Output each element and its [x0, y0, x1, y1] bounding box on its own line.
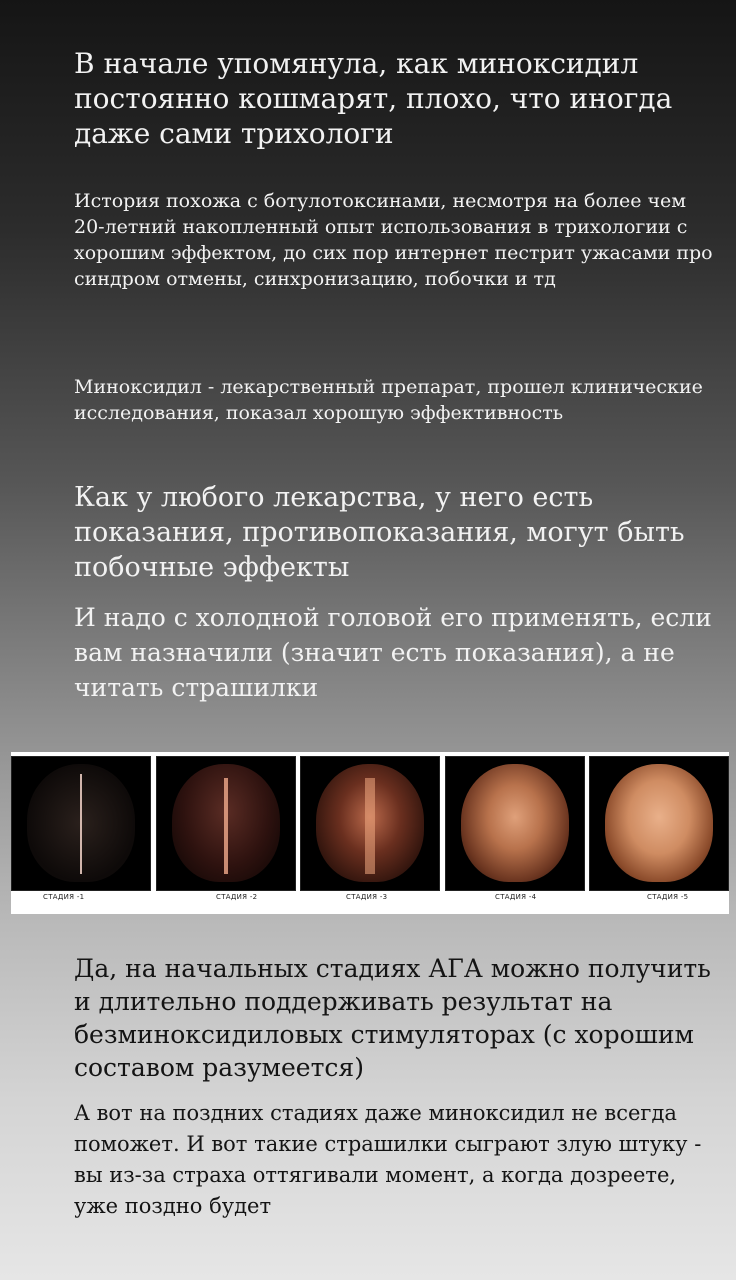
paragraph-botulinum-comparison: История похожа с ботулотоксинами, несмотря на более чем 20-летний накопленный опыт использования в трихологии с хорошим эффектом, до сих пор интернет пестрит ужасами про синдром отмены, синхронизацию, побочки и тд — [74, 190, 713, 290]
stage-4-label: СТАДИЯ -4 — [495, 893, 537, 901]
stage-3-label: СТАДИЯ -3 — [346, 893, 388, 901]
hair-loss-stages-image — [11, 752, 729, 914]
paragraph-minoxidil-drug: Миноксидил - лекарственный препарат, прошел клинические исследования, показал хорошую эффективность — [74, 376, 703, 424]
heading-early-stages: Да, на начальных стадиях АГА можно получить и длительно поддерживать результат на безминоксидиловых стимуляторах (с хорошим составом разумеется) — [74, 954, 711, 1082]
stage-1-label: СТАДИЯ -1 — [43, 893, 85, 901]
stage-5-label: СТАДИЯ -5 — [647, 893, 689, 901]
stage-5-photo — [589, 756, 729, 891]
heading-cold-head: И надо с холодной головой его применять, если вам назначили (значит есть показания), а не читать страшилки — [74, 603, 712, 702]
heading-minoxidil-fears: В начале упомянула, как миноксидил постоянно кошмарят, плохо, что иногда даже сами трихологи — [74, 47, 673, 150]
heading-indications: Как у любого лекарства, у него есть показания, противопоказания, могут быть побочные эффекты — [74, 482, 685, 583]
stage-2-label: СТАДИЯ -2 — [216, 893, 258, 901]
stage-5-item — [11, 752, 729, 914]
paragraph-late-stages: А вот на поздних стадиях даже миноксидил не всегда поможет. И вот такие страшилки сыграют злую штуку - вы из-за страха оттягивали момент, а когда дозреете, уже поздно будет — [74, 1101, 702, 1218]
